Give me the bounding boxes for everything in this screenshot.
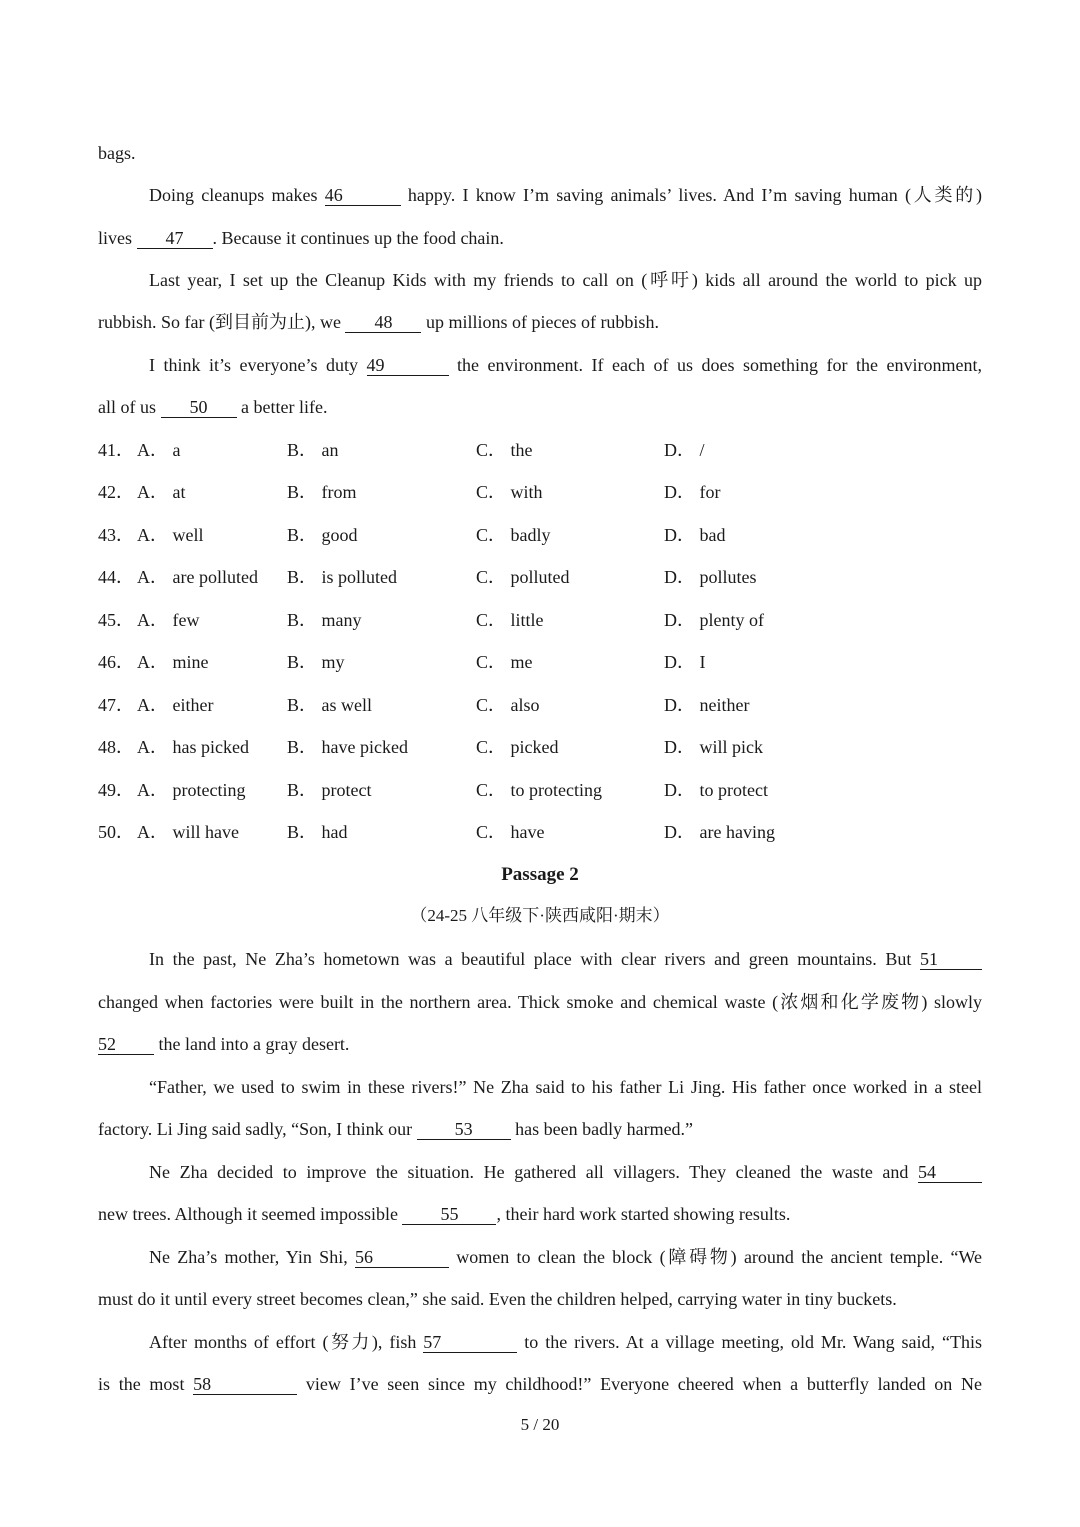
text-line: [149, 1160, 982, 1184]
question-number: 48．: [98, 737, 134, 757]
question-number: 43．: [98, 525, 134, 545]
question-number: 50．: [98, 822, 134, 842]
option-b: B． protect: [287, 780, 372, 800]
text: Last year, I set up the Cleanup Kids with my friends to call on (呼吁) kids all around the world to pick up: [149, 270, 982, 290]
option-a: A． either: [137, 695, 214, 715]
option-b: B． had: [287, 822, 348, 842]
text: , their hard work started showing results.: [496, 1204, 791, 1224]
question-number: 47．: [98, 695, 134, 715]
option-a: A． well: [137, 525, 204, 545]
option-c: C． badly: [476, 525, 551, 545]
text-line: [98, 1117, 982, 1141]
option-c: C． little: [476, 610, 544, 630]
option-d: D． pollutes: [664, 567, 757, 587]
question-number: 49．: [98, 780, 134, 800]
text: has been badly harmed.”: [510, 1119, 694, 1139]
text: factory. Li Jing said sadly, “Son, I think our: [98, 1119, 417, 1139]
blank-54: 54: [918, 1162, 982, 1183]
text-line: [98, 310, 982, 334]
option-a: A． few: [137, 610, 200, 630]
option-row: [98, 650, 982, 674]
blank-49: 49: [367, 355, 449, 376]
option-d: D． will pick: [664, 737, 763, 757]
question-number: 44．: [98, 567, 134, 587]
blank-50: 50: [161, 397, 237, 418]
option-b: B． my: [287, 652, 345, 672]
text: After months of effort (努力), fish: [149, 1332, 424, 1352]
option-c: C． picked: [476, 737, 559, 757]
text: a better life.: [236, 397, 328, 417]
text: Ne Zha’s mother, Yin Shi,: [149, 1247, 355, 1267]
text: all of us: [98, 397, 161, 417]
text: . Because it continues up the food chain.: [212, 228, 504, 248]
option-d: D． /: [664, 440, 705, 460]
text: new trees. Although it seemed impossible: [98, 1204, 403, 1224]
option-c: C． to protecting: [476, 780, 602, 800]
passage-title: Passage 2: [501, 864, 579, 885]
option-b: B． an: [287, 440, 339, 460]
text: the land into a gray desert.: [154, 1034, 350, 1054]
question-number: 46．: [98, 652, 134, 672]
option-d: D． plenty of: [664, 610, 764, 630]
option-row: [98, 693, 982, 717]
question-number: 45．: [98, 610, 134, 630]
blank-55: 55: [402, 1204, 496, 1225]
option-row: [98, 608, 982, 632]
text-line: [98, 395, 982, 419]
option-d: D． neither: [664, 695, 750, 715]
text: Ne Zha decided to improve the situation. He gathered all villagers. They cleaned the waste and: [149, 1162, 918, 1182]
blank-57: 57: [423, 1332, 517, 1353]
option-b: B． have picked: [287, 737, 408, 757]
text-line: [149, 1330, 982, 1354]
option-a: A． a: [137, 440, 181, 460]
text-line: [98, 141, 982, 165]
text: up millions of pieces of rubbish.: [421, 312, 659, 332]
page-number: 5 / 20: [520, 1415, 560, 1434]
option-b: B． many: [287, 610, 362, 630]
text-line: [149, 1075, 982, 1099]
option-row: [98, 523, 982, 547]
option-d: D． I: [664, 652, 706, 672]
text: women to clean the block (障碍物) around the ancient temple. “We: [448, 1247, 982, 1267]
option-c: C． have: [476, 822, 545, 842]
text: happy. I know I’m saving animals’ lives. And I’m saving human (人类的): [400, 185, 982, 205]
text: must do it until every street becomes clean,” she said. Even the children helped, carrying water in tiny buckets.: [98, 1289, 897, 1309]
text-line: [98, 990, 982, 1014]
option-a: A． mine: [137, 652, 209, 672]
option-a: A． will have: [137, 822, 239, 842]
blank-48: 48: [345, 312, 421, 333]
option-d: D． for: [664, 482, 721, 502]
option-a: A． at: [137, 482, 186, 502]
option-row: [98, 480, 982, 504]
text: lives: [98, 228, 137, 248]
option-a: A． are polluted: [137, 567, 258, 587]
text-line: [98, 1372, 982, 1396]
blank-58: 58: [193, 1374, 297, 1395]
option-b: B． from: [287, 482, 357, 502]
blank-56: 56: [355, 1247, 449, 1268]
blank-47: 47: [137, 228, 213, 249]
option-c: C． also: [476, 695, 540, 715]
text-line: [149, 947, 982, 971]
option-b: B． good: [287, 525, 358, 545]
option-c: C． the: [476, 440, 533, 460]
option-a: A． has picked: [137, 737, 249, 757]
question-number: 42．: [98, 482, 134, 502]
blank-46: 46: [325, 185, 401, 206]
text: to the rivers. At a village meeting, old Mr. Wang said, “This: [517, 1332, 982, 1352]
option-row: [98, 778, 982, 802]
option-c: C． polluted: [476, 567, 570, 587]
option-row: [98, 438, 982, 462]
option-c: C． me: [476, 652, 533, 672]
option-b: B． is polluted: [287, 567, 398, 587]
text: is the most: [98, 1374, 194, 1394]
text-line: [149, 353, 982, 377]
text: Doing cleanups makes: [149, 185, 325, 205]
text: the environment. If each of us does something for the environment,: [448, 355, 982, 375]
text-line: [149, 1245, 982, 1269]
question-number: 41．: [98, 440, 134, 460]
text: In the past, Ne Zha’s hometown was a beautiful place with clear rivers and green mountains. But: [149, 949, 920, 969]
text: I think it’s everyone’s duty: [149, 355, 367, 375]
option-c: C． with: [476, 482, 543, 502]
text-line: [98, 1202, 982, 1226]
option-d: D． bad: [664, 525, 726, 545]
option-d: D． are having: [664, 822, 775, 842]
text-line: [98, 226, 982, 250]
blank-53: 53: [417, 1119, 511, 1140]
text-line: [98, 1287, 982, 1311]
text: bags.: [98, 143, 136, 163]
text-line: [98, 1032, 982, 1056]
option-row: [98, 820, 982, 844]
text: changed when factories were built in the northern area. Thick smoke and chemical waste (浓烟和化学废物) slowly: [98, 992, 982, 1012]
text: rubbish. So far (到目前为止), we: [98, 312, 346, 332]
option-d: D． to protect: [664, 780, 768, 800]
passage-source: （24-25 八年级下·陕西咸阳·期末）: [410, 906, 670, 925]
text: view I’ve seen since my childhood!” Everyone cheered when a butterfly landed on Ne: [297, 1374, 982, 1394]
text-line: [149, 268, 982, 292]
option-row: [98, 565, 982, 589]
text: “Father, we used to swim in these rivers!” Ne Zha said to his father Li Jing. His father once worked in a steel: [149, 1077, 982, 1097]
option-a: A． protecting: [137, 780, 246, 800]
option-b: B． as well: [287, 695, 372, 715]
option-row: [98, 735, 982, 759]
blank-52: 52: [98, 1034, 154, 1055]
text-line: [149, 183, 982, 207]
blank-51: 51: [920, 949, 982, 970]
